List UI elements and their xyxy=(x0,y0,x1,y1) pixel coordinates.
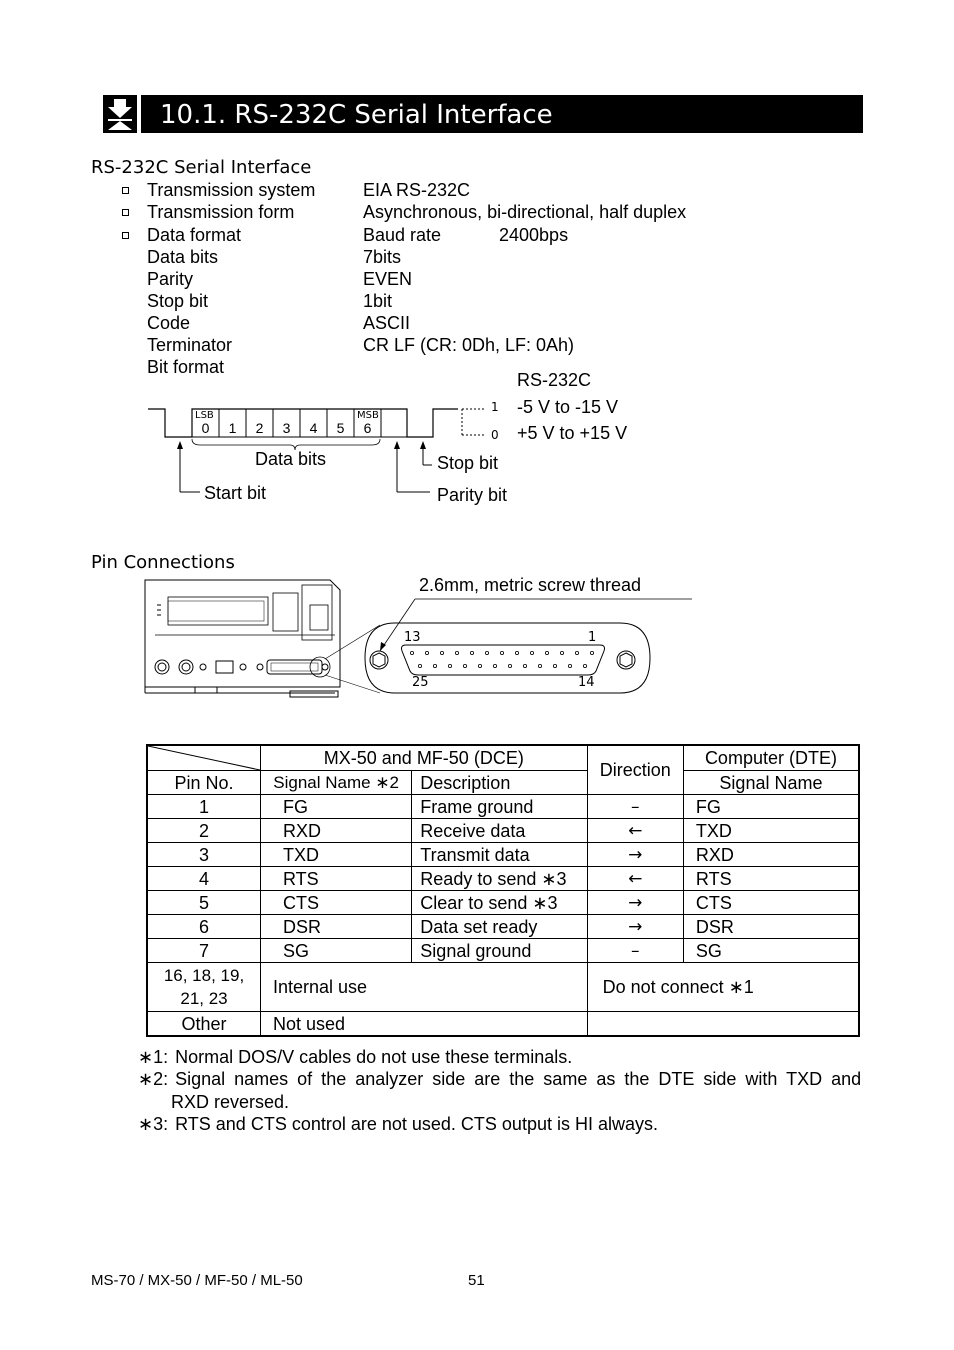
direction-cell: ← xyxy=(587,819,683,843)
pin-connection-table xyxy=(146,744,860,1037)
note-2-text: Signal names of the analyzer side are the same as the DTE side with TXD and xyxy=(175,1069,862,1089)
spec-value: Baud rate xyxy=(363,225,442,245)
dte-signal-cell: CTS xyxy=(683,891,859,915)
signal-name-cell: DSR xyxy=(261,915,412,939)
bit-number: 2 xyxy=(255,420,264,436)
table-row xyxy=(147,843,859,867)
pin-1-label: 1 xyxy=(588,630,597,645)
internal-pins-line-1: 16, 18, 19, xyxy=(163,966,245,985)
dte-signal-cell: SG xyxy=(683,939,859,963)
rs232c-label: RS-232C xyxy=(517,370,592,390)
bit-number: 5 xyxy=(336,420,345,436)
dte-header: Computer (DTE) xyxy=(683,745,859,771)
empty-cell xyxy=(587,1012,859,1037)
spec-value: 1bit xyxy=(363,291,393,311)
signal-name-cell: SG xyxy=(261,939,412,963)
pin-number-cell: 5 xyxy=(147,891,261,915)
internal-use-cell: Internal use xyxy=(261,963,588,1012)
spec-label: Code xyxy=(147,313,191,333)
direction-cell: → xyxy=(587,843,683,867)
section-heading-rs232c: RS-232C Serial Interface xyxy=(91,157,312,178)
spec-value: EVEN xyxy=(363,269,413,289)
dte-signal-header: Signal Name xyxy=(683,771,859,795)
direction-header: Direction xyxy=(587,745,683,795)
bullet-icon xyxy=(122,187,129,194)
range-1-label: -5 V to -15 V xyxy=(517,397,619,417)
bit-number: 3 xyxy=(282,420,291,436)
pin-number-cell: 3 xyxy=(147,843,261,867)
spec-value: CR LF (CR: 0Dh, LF: 0Ah) xyxy=(363,335,575,355)
signal-name-cell: RTS xyxy=(261,867,412,891)
direction-cell: → xyxy=(587,891,683,915)
note-1-text: Normal DOS/V cables do not use these terminals. xyxy=(175,1047,573,1067)
spec-label: Bit format xyxy=(147,357,225,377)
pin-number-cell: 1 xyxy=(147,795,261,819)
direction-cell: → xyxy=(587,915,683,939)
direction-cell: ← xyxy=(587,867,683,891)
footer-models: MS-70 / MX-50 / MF-50 / ML-50 xyxy=(91,1272,303,1289)
screw-thread-label: 2.6mm, metric screw thread xyxy=(419,575,642,595)
dce-header: MX-50 and MF-50 (DCE) xyxy=(261,745,588,771)
description-cell: Frame ground xyxy=(412,795,587,819)
dte-signal-cell: DSR xyxy=(683,915,859,939)
description-cell: Data set ready xyxy=(412,915,587,939)
parity-bit-label: Parity bit xyxy=(437,485,508,505)
spec-label: Parity xyxy=(147,269,194,289)
bit-number: 0 xyxy=(201,420,210,436)
spec-value: ASCII xyxy=(363,313,411,333)
do-not-connect-cell: Do not connect ∗1 xyxy=(587,963,859,1012)
direction-cell: – xyxy=(587,939,683,963)
pin-number-cell: 7 xyxy=(147,939,261,963)
spec-label: Terminator xyxy=(147,335,233,355)
pin-number-cell: 2 xyxy=(147,819,261,843)
bit-number: 6 xyxy=(363,420,372,436)
pin-number-cell: 6 xyxy=(147,915,261,939)
lsb-label: LSB xyxy=(195,410,214,421)
dte-signal-cell: RXD xyxy=(683,843,859,867)
pin-14-label: 14 xyxy=(578,675,595,690)
dte-signal-cell: TXD xyxy=(683,819,859,843)
range-0-label: +5 V to +15 V xyxy=(517,423,628,443)
note-3-mark: ∗3: xyxy=(138,1114,169,1134)
not-used-cell: Not used xyxy=(261,1012,588,1037)
note-2-mark: ∗2: xyxy=(138,1069,169,1089)
dte-signal-cell: RTS xyxy=(683,867,859,891)
pin-13-label: 13 xyxy=(404,630,421,645)
note-2-continuation: RXD reversed. xyxy=(171,1092,290,1112)
level-0-label: 0 xyxy=(491,428,499,442)
description-cell: Receive data xyxy=(412,819,587,843)
level-1-label: 1 xyxy=(491,400,499,414)
other-pins-cell: Other xyxy=(147,1012,261,1037)
table-row xyxy=(147,891,859,915)
download-arrow-icon xyxy=(103,95,141,133)
signal-name-header: Signal Name ∗2 xyxy=(261,771,412,795)
signal-name-cell: FG xyxy=(261,795,412,819)
section-heading-pins: Pin Connections xyxy=(91,552,235,573)
description-cell: Clear to send ∗3 xyxy=(412,891,587,915)
internal-pins-line-2: 21, 23 xyxy=(180,989,228,1008)
pin-no-header: Pin No. xyxy=(147,771,261,795)
note-1-mark: ∗1: xyxy=(138,1047,169,1067)
stop-bit-label: Stop bit xyxy=(437,453,499,473)
note-3 xyxy=(138,1113,658,1135)
start-bit-label: Start bit xyxy=(204,483,267,503)
spec-value: EIA RS-232C xyxy=(363,180,471,200)
table-row xyxy=(147,795,859,819)
dte-signal-cell: FG xyxy=(683,795,859,819)
description-cell: Transmit data xyxy=(412,843,587,867)
note-1 xyxy=(138,1046,572,1068)
pin-number-cell: 4 xyxy=(147,867,261,891)
table-corner-cell xyxy=(147,745,261,771)
signal-name-cell: CTS xyxy=(261,891,412,915)
description-cell: Ready to send ∗3 xyxy=(412,867,587,891)
spec-value: 7bits xyxy=(363,247,402,267)
note-2 xyxy=(138,1068,861,1090)
table-row xyxy=(147,915,859,939)
page-title: 10.1. RS-232C Serial Interface xyxy=(160,100,553,130)
spec-label: Stop bit xyxy=(147,291,209,311)
table-row xyxy=(147,819,859,843)
spec-label: Transmission system xyxy=(147,180,316,200)
table-row xyxy=(147,939,859,963)
table-row xyxy=(147,867,859,891)
spec-label: Transmission form xyxy=(147,202,295,222)
msb-label: MSB xyxy=(357,410,379,421)
bullet-icon xyxy=(122,209,129,216)
signal-name-cell: RXD xyxy=(261,819,412,843)
bullet-icon xyxy=(122,232,129,239)
spec-label: Data bits xyxy=(147,247,219,267)
description-header: Description xyxy=(412,771,587,795)
bit-number: 4 xyxy=(309,420,318,436)
note-3-text: RTS and CTS control are not used. CTS output is HI always. xyxy=(175,1114,658,1134)
bit-number: 1 xyxy=(228,420,237,436)
description-cell: Signal ground xyxy=(412,939,587,963)
data-bits-label: Data bits xyxy=(255,449,327,469)
spec-value-secondary: 2400bps xyxy=(499,225,569,245)
signal-name-cell: TXD xyxy=(261,843,412,867)
spec-value: Asynchronous, bi-directional, half duplex xyxy=(363,202,687,222)
spec-label: Data format xyxy=(147,225,242,245)
page-number: 51 xyxy=(468,1272,485,1289)
internal-pins-cell xyxy=(147,963,261,1012)
pin-25-label: 25 xyxy=(412,675,429,690)
direction-cell: – xyxy=(587,795,683,819)
